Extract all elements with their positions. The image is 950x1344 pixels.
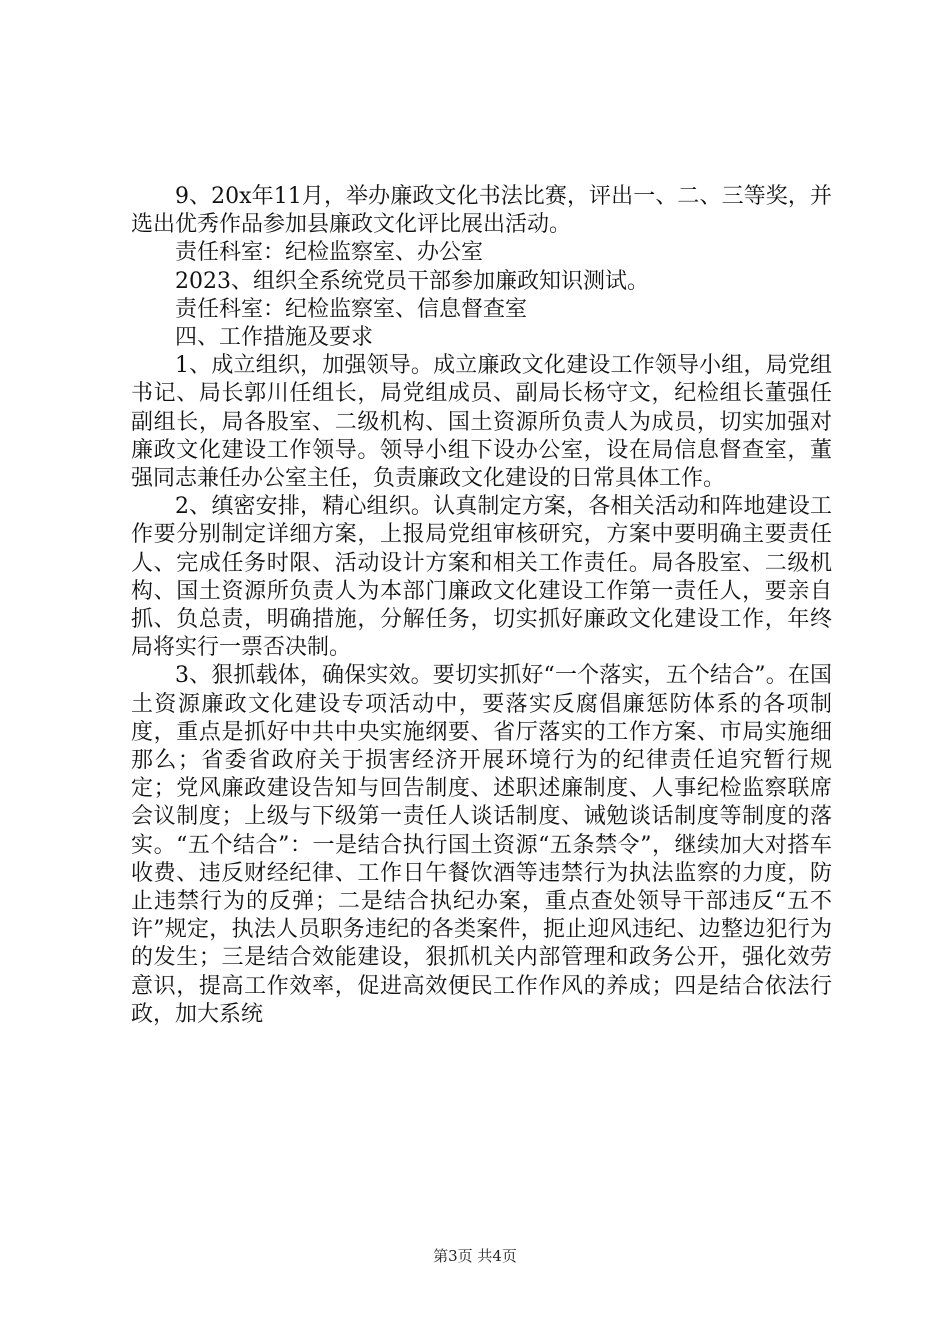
measure-paragraph-3: 3、狠抓载体，确保实效。要切实抓好“一个落实，五个结合”。在国土资源廉政文化建设专项活动中，要落实反腐倡廉惩防体系的各项制度，重点是抓好中共中央实施纲要、省厅落实的工作方案、市局实施细那么；省委省政府关于损害经济开展环境行为的纪律责任追究暂行规定；党风廉政建设告知与回告制度、述职述廉制度、人事纪检监察联席会议制度；上级与下级第一责任人谈话制度、诫勉谈话制度等制度的落实。“五个结合”：一是结合执行国土资源“五条禁令”，继续加大对搭车收费、违反财经纪律、工作日午餐饮酒等违禁行为执法监察的力度，防止违禁行为的反弹；二是结合执纪办案，重点查处领导干部违反“五不许”规定，执法人员职务违纪的各类案件，扼止迎风违纪、边整边犯行为的发生；三是结合效能建设，狠抓机关内部管理和政务公开，强化效劳意识，提高工作效率，促进高效便民工作作风的养成；四是结合依法行政，加大系统 [131,663,832,1027]
page-footer: 第3页 共4页 [433,1247,517,1265]
responsible-office-1: 责任科室：纪检监察室、办公室 [175,240,484,266]
paragraph-item-10: 2023、组织全系统党员干部参加廉政知识测试。 [175,268,649,294]
responsible-office-2: 责任科室：纪检监察室、信息督查室 [175,296,528,322]
paragraph-item-9: 9、20x年11月，举办廉政文化书法比赛，评出一、二、三等奖，并选出优秀作品参加县廉政文化评比展出活动。 [131,184,832,238]
measure-paragraph-2: 2、缜密安排，精心组织。认真制定方案，各相关活动和阵地建设工作要分别制定详细方案，上报局党组审核研究，方案中要明确主要责任人、完成任务时限、活动设计方案和相关工作责任。局各股室、二级机构、国土资源所负责人为本部门廉政文化建设工作第一责任人，要亲自抓、负总责，明确措施，分解任务，切实抓好廉政文化建设工作，年终局将实行一票否决制。 [131,494,832,661]
document-body [131,183,832,1029]
section-heading: 四、工作措施及要求 [175,325,374,351]
measure-paragraph-1: 1、成立组织，加强领导。成立廉政文化建设工作领导小组，局党组书记、局长郭川任组长，局党组成员、副局长杨守文，纪检组长董强任副组长，局各股室、二级机构、国土资源所负责人为成员，切实加强对廉政文化建设工作领导。领导小组下设办公室，设在局信息督查室，董强同志兼任办公室主任，负责廉政文化建设的日常具体工作。 [131,353,832,492]
